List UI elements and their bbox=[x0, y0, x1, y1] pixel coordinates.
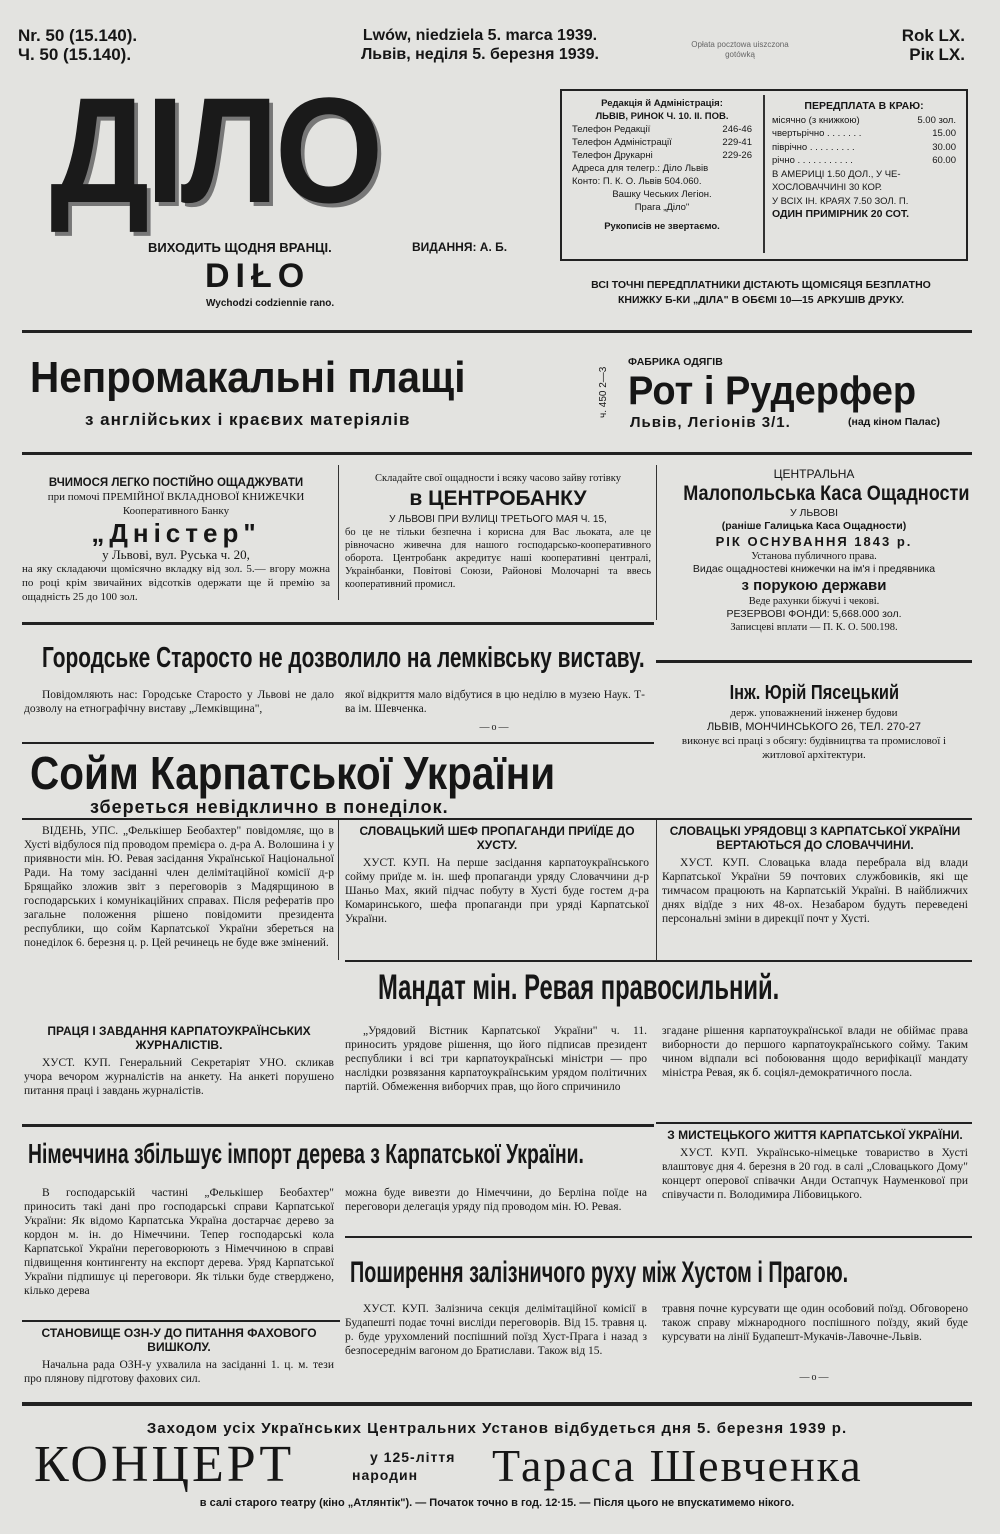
ad-factory-label: ФАБРИКА ОДЯГІВ bbox=[628, 356, 723, 368]
price-row: річно . . . . . . . . . . . 60.00 bbox=[772, 155, 956, 166]
article-propaganda: СЛОВАЦЬКИЙ ШЕФ ПРОПАГАНДИ ПРИЇДЕ ДО ХУСТУ. ХУСТ. КУП. На перше засідання карпатоукраїнського сойму приїде м. ін. шеф пропаганди уряду Словаччини д-р Шаньо Мах, який підчас побуту в Хусті буде гостем д-ра Комаринського, шефа пропаганди при уряді Карпатської України. bbox=[345, 824, 649, 925]
column-rule bbox=[656, 465, 657, 620]
ad-company-note: (над кіном Палас) bbox=[848, 416, 940, 428]
article-lemko-col2: якої відкриття мало відбутися в цю неділю в музею Наук. Т-ва ім. Шевченка. bbox=[345, 689, 645, 715]
tagline: ВИХОДИТЬ ЩОДНЯ ВРАНЦІ. bbox=[148, 240, 332, 255]
postage-stamp: Opłata pocztowa uiszczona gotówką bbox=[691, 40, 789, 59]
phone-row: Телефон Адміністрації 229-41 bbox=[572, 137, 752, 148]
article-rail-col2: травня почне курсувати ще один особовий поїзд. Обговорено також справу міжнародного поспішного поїзду, який буде курсувати на лінії Будапешт-Мукачів-Лавочне-Львів. bbox=[662, 1303, 968, 1343]
rule bbox=[22, 742, 654, 744]
ad-kasa: ЦЕНТРАЛЬНА Малопольська Каса Ощадности У ЛЬВОВІ (раніше Галицька Каса Ощадности) РІК ОСНУВАННЯ 1843 р. Установа публичного права. Видає ощадностеві книжечки на ім'я і предявника з порукою держави Веде рахунки біжучі і чекові. РЕЗЕРВОВІ ФОНДИ: 5,668.000 зол. Записцеві вплати — П. К. О. 500.198. bbox=[683, 467, 970, 633]
masthead-rule bbox=[22, 330, 972, 333]
year-volume: Rok LX. Рік LX. bbox=[901, 26, 965, 64]
price-row: піврічно . . . . . . . . . 30.00 bbox=[772, 141, 956, 153]
ad-engineer: Інж. Юрій Пясецький держ. уповажнений інженер будови ЛЬВІВ, МОНЧИНСЬКОГО 26, ТЕЛ. 270-27 виконує всі праці з обсягу: будівництва та промислової і житлової архітектури. bbox=[681, 682, 947, 761]
issue-number: Nr. 50 (15.140). Ч. 50 (15.140). bbox=[18, 26, 138, 64]
subscriber-note: ВСІ ТОЧНІ ПЕРЕДПЛАТНИКИ ДІСТАЮТЬ ЩОМІСЯЦЯ БЕЗПЛАТНО КНИЖКУ Б-КИ „ДІЛА" В ОБЄМІ 10—15 АРКУШІВ ДРУКУ. bbox=[591, 279, 931, 306]
separator: —o— bbox=[479, 722, 511, 733]
ad-company-name: Рот і Рудерфер bbox=[628, 369, 917, 413]
issue-date: Lwów, niedziela 5. marca 1939. Львів, неділя 5. березня 1939. bbox=[361, 27, 599, 63]
article-sojm-body: ВІДЕНЬ, УПС. „Фелькішер Беобахтер" повідомляє, що в Хусті відбулося під проводом премієра о. д-ра А. Волошина і у приявности мін. Ю. Ревая засідання Української Національної Ради. На тому засіданні член делімітаційної комісії д-р Брящайко зложив звіт з переговорів з Мадярщиною в господарських і комунікаційних справах. Після рефератів про загальне положення рішено повідомити президента республики, що сойм Карпатської України збереться на понеділок 6. березня ц. р. Цей речинець не буде вже змінений. bbox=[24, 825, 334, 949]
ad-dnister: ВЧИМОСЯ ЛЕГКО ПОСТІЙНО ОЩАДЖУВАТИ при помочі ПРЕМІЙНОЇ ВКЛАДНОВОЇ КНИЖЕЧКИ Кооперативного Банку „Дністер" у Львові, вул. Руська ч. 20, на яку складаючи щомісячно вкладку від зол. 5.— вгору можна по році крім звичайних відсотків одержати ще й премію за ощадність 25 до 100 зол. bbox=[22, 477, 330, 603]
masthead-title bbox=[50, 66, 520, 234]
editorial-info: Редакція й Адміністрація: ЛЬВІВ, РИНОК Ч. 10. II. ПОВ. Телефон Редакції 246-46 Телефон Адміністрації 229-41 Телефон Друкарні 229-26 Адреса для телегр.: Діло Львів Конто: П. К. О. Львів 504.060. Вашку Чеських Легіон. Прага „Діло" Рукописів не звертаємо. bbox=[572, 98, 752, 232]
column-rule bbox=[338, 820, 339, 960]
article-rail-col1: ХУСТ. КУП. Залізнича секція делімітаційної комісії в Будапешті подає точні висліди переговорів. Від 15. травня ц. р. буде урухомлений поспішний поїзд Хуст-Прага і назад з безпосереднім вагоном до Братислави. Також від 15. bbox=[345, 1303, 647, 1357]
article-ozn: СТАНОВИЩЕ ОЗН-У ДО ПИТАННЯ ФАХОВОГО ВИШКОЛУ. Начальна рада ОЗН-у ухвалила на засіданні 1. ц. м. тези про плянову підготову фахових сил. bbox=[24, 1326, 334, 1385]
title-latin: DIŁO bbox=[205, 257, 311, 295]
separator: —o— bbox=[799, 1372, 831, 1383]
article-officials: СЛОВАЦЬКІ УРЯДОВЦІ З КАРПАТСЬКОЇ УКРАЇНИ ВЕРТАЮТЬСЯ ДО СЛОВАЧЧИНИ. ХУСТ. КУП. Словацька влада перебрала від влади Карпатської України 59 почтових службовиків, які ще тимчасом працюють на Карпатській Україні. В найближчих днях відїде з них 48-ох. Незабаром будуть переведені персональні зміни в дирекції почт у Хусті. bbox=[662, 824, 968, 925]
phone-row: Телефон Друкарні 229-26 bbox=[572, 150, 752, 161]
headline-lemko: Городське Старосто не дозволило на лемківську виставу. bbox=[42, 642, 645, 674]
article-art: З МИСТЕЦЬКОГО ЖИТТЯ КАРПАТСЬКОЇ УКРАЇНИ. ХУСТ. КУП. Українсько-німецьке товариство в Хусті влаштовує дня 4. березня в 20 год. в салі „Словацького Дому" концерт оперової співачки Анди Остапчук Науменкової при співучасти п. Володимира Лібовицького. bbox=[662, 1128, 968, 1201]
tagline-latin: Wychodzi codziennie rano. bbox=[206, 298, 335, 309]
article-mandate-col1: „Урядовий Вістник Карпатської України" ч. 11. приносить урядове рішення, що його підписав президент республики і всі три карпатоукраїнські міністри — про наслідки розвязання карпатоукраїнським урядом політичних партій. Обмеження виборчих прав, що його спричинило bbox=[345, 1025, 647, 1093]
publisher: ВИДАННЯ: А. Б. bbox=[412, 240, 508, 254]
ad-raincoats-title: Непромакальні плащі bbox=[30, 353, 466, 402]
rule bbox=[22, 818, 972, 820]
ad-code: ч. 450 2—3 bbox=[598, 366, 609, 418]
rule bbox=[22, 1124, 654, 1127]
article-timber-col1: В господарській частині „Фелькішер Беобахтер" приносить такі дані про господарські справи Карпатської України: Як відомо Карпатська Україна достарчає дерево за кордон м. ін. до Німеччини. Тепер господарські кола Карпатської України переговорюють з Німеччиною в справі підвищення контингенту на експорт дерева. Уряд Карпатської України підпишує ці переговори. Як тільки буде стверджено, кілько дерева bbox=[24, 1187, 334, 1297]
headline-timber: Німеччина збільшує імпорт дерева з Карпатської України. bbox=[28, 1138, 584, 1169]
info-box-divider bbox=[763, 95, 765, 253]
concert-word: КОНЦЕРТ bbox=[34, 1436, 295, 1493]
rule bbox=[22, 1320, 340, 1322]
subscription-info: ПЕРЕДПЛАТА В КРАЮ: місячно (з книжкою) 5.00 зол. чвертьрічно . . . . . . . 15.00 піврічно . . . . . . . . . 30.00 річно . . . . . . . . . . . 60.00 В АМЕРИЦІ 1.50 ДОЛ., У ЧЕ- ХОСЛОВАЧЧИНІ 30 КОР. У ВСІХ ІН. КРАЯХ 7.50 ЗОЛ. П. ОДИН ПРИМІРНИК 20 СОТ. bbox=[772, 100, 956, 220]
ad-centrobank: Складайте свої ощадности і всяку часово зайву готівку в ЦЕНТРОБАНКУ У ЛЬВОВІ ПРИ ВУЛИЦІ ТРЕТЬОГО МАЯ Ч. 15, бо це не тільки безпечна і корисна для Вас льоката, але це рівночасно живечна для нашого господарсько-кооперативного оборота. Центробанк акредитує наші кооперативні централі, Украінбанки, Повітові Союзи, Районові Молочарні та ввесь кооперативний промисл. bbox=[345, 473, 651, 590]
ad-raincoats-subtitle: з англійських і краєвих матеріялів bbox=[85, 410, 411, 429]
concert-occasion: у 125-ліття народин bbox=[352, 1449, 456, 1483]
concert-rule-top bbox=[22, 1402, 972, 1406]
phone-row: Телефон Редакції 246-46 bbox=[572, 124, 752, 135]
article-journalists: ПРАЦЯ І ЗАВДАННЯ КАРПАТОУКРАЇНСЬКИХ ЖУРНАЛІСТІВ. ХУСТ. КУП. Генеральний Секретаріят УНО. скликав учора вечором журналістів на анкету. На анкеті порушено питання праці і завдань журналістів. bbox=[24, 1024, 334, 1097]
rule bbox=[656, 1122, 972, 1124]
concert-announcement: Заходом усіх Українських Центральних Установ відбудеться дня 5. березня 1939 р. bbox=[146, 1420, 848, 1437]
rule bbox=[345, 960, 972, 962]
article-mandate-col2: згадане рішення карпатоукраїнської влади не обіймає права виборности до першого карпатоукраїнського сойму. Таким чином відпали всі побоювання щодо верифікації мандату міністра Ревая, як б. соціял-демократичного посла. bbox=[662, 1025, 968, 1079]
article-lemko-col1: Повідомляють нас: Городське Старосто у Львові не дало дозволу на етнографічну виставу „Лемківщина", bbox=[24, 689, 334, 715]
price-row: місячно (з книжкою) 5.00 зол. bbox=[772, 114, 956, 126]
rule bbox=[345, 1236, 972, 1238]
concert-details: в салі старого театру (кіно „Атлянтік"). — Початок точно в год. 12·15. — Після цього не впускатимемо нікого. bbox=[199, 1497, 795, 1509]
rule bbox=[22, 622, 654, 625]
subhead-sojm: збереться невідклично в понеділок. bbox=[90, 797, 449, 817]
column-rule bbox=[656, 820, 657, 960]
headline-rail: Поширення залізничого руху між Хустом і Прагою. bbox=[350, 1256, 849, 1289]
title-text: ДІЛО bbox=[50, 66, 380, 234]
headline-mandate: Мандат мін. Ревая правосильний. bbox=[378, 968, 780, 1007]
concert-name: Тараса Шевченка bbox=[492, 1440, 863, 1491]
headline-sojm: Сойм Карпатської України bbox=[30, 747, 556, 799]
column-rule bbox=[338, 465, 339, 600]
article-timber-col2: можна буде вивезти до Німеччини, до Берліна поїде на переговори делегація уряду під проводом мін. Ю. Ревая. bbox=[345, 1187, 647, 1213]
rule bbox=[22, 452, 972, 455]
ad-company-address: Львів, Легіонів 3/1. bbox=[630, 414, 791, 431]
price-row: чвертьрічно . . . . . . . 15.00 bbox=[772, 128, 956, 139]
